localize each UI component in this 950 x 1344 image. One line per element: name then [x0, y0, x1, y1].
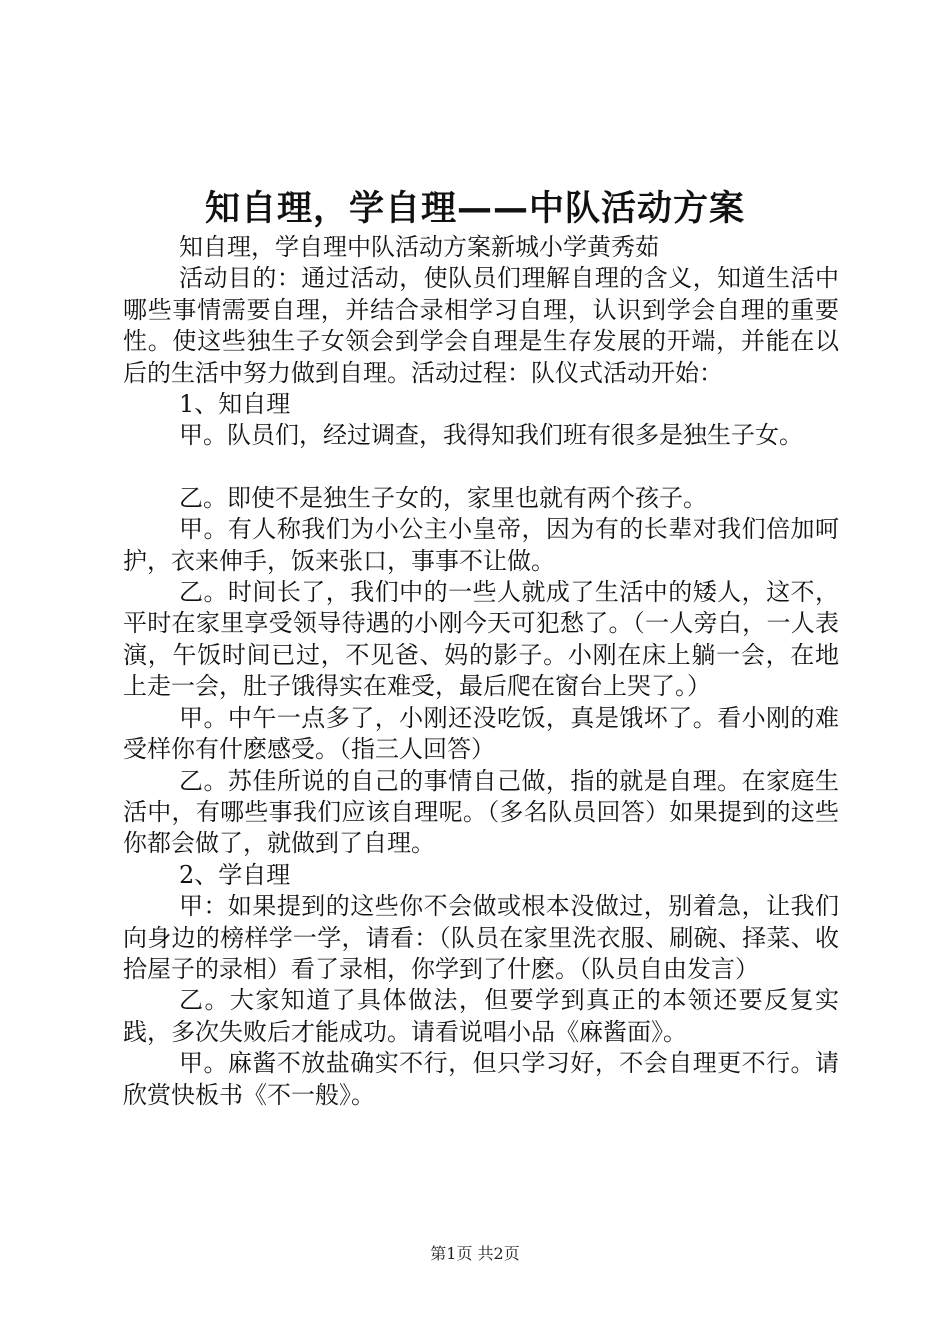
paragraph-purpose: 活动目的：通过活动，使队员们理解自理的含义，知道生活中哪些事情需要自理，并结合录相学习自理，认识到学会自理的重要性。使这些独生子女领会到学会自理是生存发展的开端，并能在以后的生活中努力做到自理。活动过程：队仪式活动开始： [123, 264, 839, 387]
paragraph: 乙。时间长了，我们中的一些人就成了生活中的矮人，这不，平时在家里享受领导待遇的小刚今天可犯愁了。（一人旁白，一人表演，午饭时间已过，不见爸、妈的影子。小刚在床上躺一会，在地上走一会，肚子饿得实在难受，最后爬在窗台上哭了。） [123, 578, 839, 701]
document-title: 知自理，学自理——中队活动方案 [204, 189, 745, 229]
section-heading-1: 1、知自理 [179, 390, 291, 419]
page-number-footer: 第1页 共2页 [430, 1244, 520, 1263]
document-body [123, 232, 839, 1111]
paragraph: 甲。有人称我们为小公主小皇帝，因为有的长辈对我们倍加呵护，衣来伸手，饭来张口，事事不让做。 [123, 515, 839, 575]
paragraph: 乙。即使不是独生子女的，家里也就有两个孩子。 [179, 483, 707, 512]
paragraph: 乙。大家知道了具体做法，但要学到真正的本领还要反复实践，多次失败后才能成功。请看说唱小品《麻酱面》。 [123, 986, 839, 1046]
section-heading-2: 2、学自理 [179, 860, 291, 889]
paragraph: 甲：如果提到的这些你不会做或根本没做过，别着急，让我们向身边的榜样学一学，请看：（队员在家里洗衣服、刷碗、择菜、收拾屋子的录相）看了录相，你学到了什麽。（队员自由发言） [123, 892, 839, 983]
paragraph: 甲。麻酱不放盐确实不行，但只学习好，不会自理更不行。请欣赏快板书《不一般》。 [123, 1049, 839, 1109]
paragraph: 乙。苏佳所说的自己的事情自己做，指的就是自理。在家庭生活中，有哪些事我们应该自理呢。（多名队员回答）如果提到的这些你都会做了，就做到了自理。 [123, 766, 839, 858]
paragraph-intro: 知自理，学自理中队活动方案新城小学黄秀茹 [179, 233, 659, 261]
paragraph: 甲。队员们，经过调查，我得知我们班有很多是独生子女。 [179, 421, 803, 450]
paragraph: 甲。中午一点多了，小刚还没吃饭，真是饿坏了。看小刚的难受样你有什麽感受。（指三人回答） [123, 703, 839, 764]
